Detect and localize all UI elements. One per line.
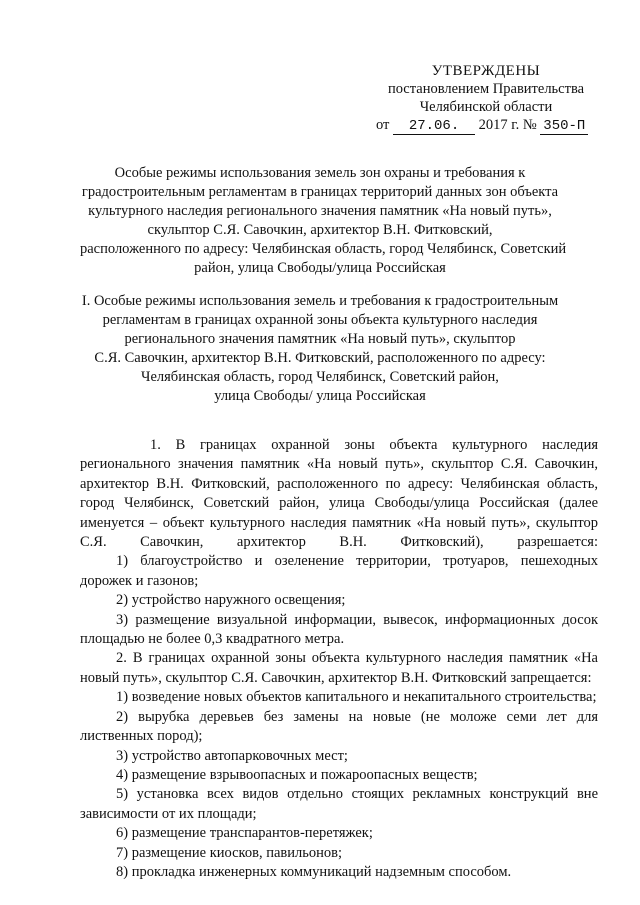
approval-line-1: постановлением Правительства — [387, 81, 585, 97]
date-prefix: от — [376, 117, 390, 133]
title-line: культурного наследия регионального значения памятник «На новый путь», — [88, 203, 552, 219]
title-line: расположенного по адресу: Челябинская область, город Челябинск, Советский — [80, 241, 567, 257]
list-item: 1) возведение новых объектов капитального и некапитального строительства; — [116, 689, 597, 706]
paragraph-2: 2. В границах охранной зоны объекта культурного наследия памятник «На новый путь», скульптор С.Я. Савочкин, архитектор В.Н. Фитковский запрещается: — [80, 650, 598, 686]
section-heading-line: регионального значения памятник «На новый путь», скульптор — [124, 331, 516, 347]
approval-line-2: Челябинской области — [419, 99, 553, 115]
section-heading-line: С.Я. Савочкин, архитектор В.Н. Фитковский, расположенного по адресу: — [94, 350, 546, 366]
date-year: 2017 г. № — [478, 117, 537, 133]
list-item: 5) установка всех видов отдельно стоящих рекламных конструкций вне зависимости от их площади; — [80, 786, 598, 822]
list-item: 8) прокладка инженерных коммуникаций надземным способом. — [116, 863, 512, 880]
list-item: 4) размещение взрывоопасных и пожароопасных веществ; — [116, 766, 478, 783]
section-heading-line: Челябинская область, город Челябинск, Советский район, — [141, 369, 499, 385]
list-item: 6) размещение транспарантов-перетяжек; — [116, 825, 373, 842]
doc-number-field: 350-П — [540, 119, 588, 135]
approval-title: УТВЕРЖДЕНЫ — [431, 63, 541, 79]
approval-stamp — [376, 62, 596, 135]
paragraph-1: 1. В границах охранной зоны объекта культурного наследия регионального значения памятник «На новый путь», скульптор С.Я. Савочкин, архитектор В.Н. Фитковский, расположенного по адресу: Челябинская область, город Челябинск, Советский район, улица Свободы/улица Российская (далее именуется – объект культурного наследия памятник «На новый путь», скульптор С.Я. Савочкин, архитектор В.Н. Фитковский), разрешается: — [80, 437, 598, 551]
title-line: район, улица Свободы/улица Российская — [194, 260, 446, 276]
document-body — [80, 436, 598, 882]
title-line: градостроительным регламентам в границах территорий данных зон объекта — [81, 184, 559, 200]
title-line: скульптор С.Я. Савочкин, архитектор В.Н. Фитковский, — [147, 222, 493, 238]
date-day-field: 27.06. — [393, 119, 475, 135]
section-heading-line: I. Особые режимы использования земель и требования к градостроительным — [81, 293, 559, 309]
approval-date-line — [376, 116, 596, 135]
list-item: 7) размещение киосков, павильонов; — [116, 844, 342, 861]
section-heading-line: регламентам в границах охранной зоны объекта культурного наследия — [102, 312, 538, 328]
list-item: 3) устройство автопарковочных мест; — [116, 747, 348, 764]
list-item: 2) устройство наружного освещения; — [116, 592, 346, 609]
title-line: Особые режимы использования земель зон охраны и требования к — [114, 165, 526, 181]
document-title — [80, 164, 567, 278]
section-heading — [80, 292, 560, 406]
list-item: 3) размещение визуальной информации, вывесок, информационных досок площадью не более 0,3 квадратного метра. — [80, 611, 598, 648]
list-item: 1) благоустройство и озеленение территории, тротуаров, пешеходных дорожек и газонов; — [80, 553, 598, 589]
list-item: 2) вырубка деревьев без замены на новые (не моложе семи лет для лиственных пород); — [80, 708, 598, 745]
section-heading-line: улица Свободы/ улица Российская — [214, 388, 426, 404]
